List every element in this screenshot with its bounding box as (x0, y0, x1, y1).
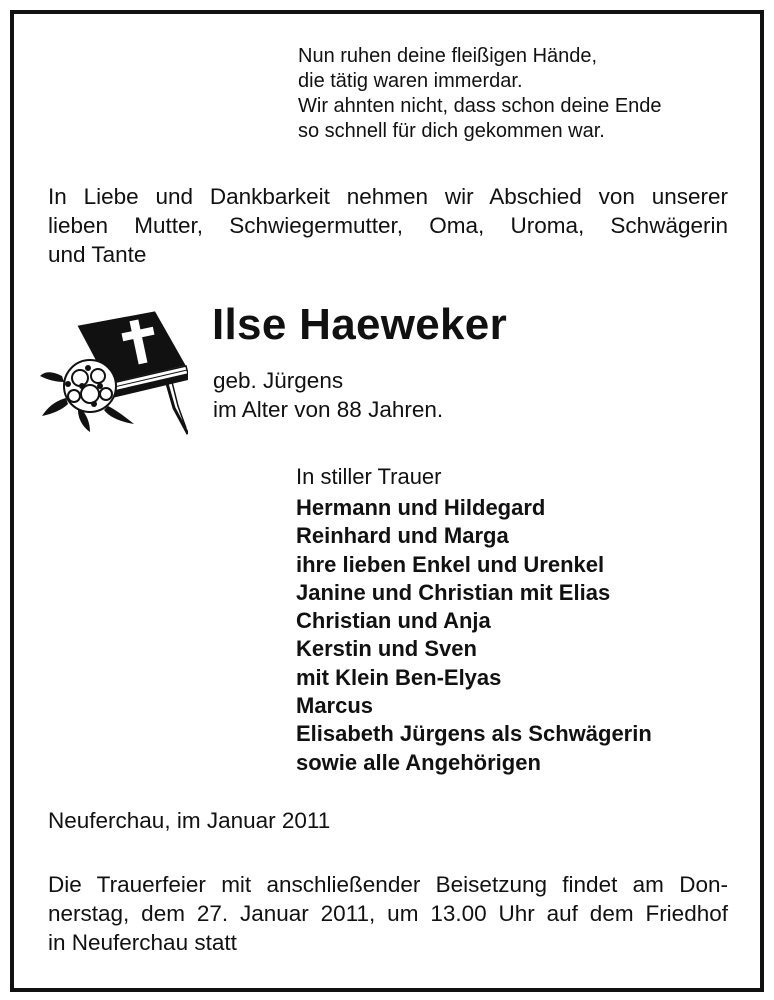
funeral-line: nerstag, dem 27. Januar 2011, um 13.00 Uhr auf dem Friedhof (48, 901, 728, 926)
funeral-info (48, 870, 728, 957)
age-text: im Alter von 88 Jahren. (213, 397, 444, 422)
mourners-intro: In stiller Trauer (296, 464, 442, 489)
poem-line: so schnell für dich gekommen war. (298, 120, 605, 142)
mourner-entry: Kerstin und Sven (296, 636, 477, 662)
place-and-date: Neuferchau, im Januar 2011 (48, 808, 331, 833)
mourner-entry: sowie alle Angehörigen (296, 749, 541, 775)
farewell-line: In Liebe und Dankbarkeit nehmen wir Abschied von unserer (48, 184, 728, 209)
farewell-text (48, 182, 728, 269)
poem-line: Wir ahnten nicht, dass schon deine Ende (298, 95, 662, 117)
mourner-entry: Reinhard und Marga (296, 523, 509, 549)
birth-name: geb. Jürgens (213, 368, 344, 393)
mourner-entry: Elisabeth Jürgens als Schwägerin (296, 721, 652, 747)
poem-line: Nun ruhen deine fleißigen Hände, (298, 45, 598, 67)
farewell-line: und Tante (48, 242, 147, 267)
mourners-list (296, 494, 652, 777)
funeral-line: in Neuferchau statt (48, 930, 237, 955)
mourner-entry: Janine und Christian mit Elias (296, 579, 611, 605)
obituary-notice (10, 10, 764, 992)
deceased-name: Ilse Haeweker (212, 300, 507, 349)
mourner-entry: Hermann und Hildegard (296, 495, 546, 520)
funeral-line: Die Trauerfeier mit anschließender Beisetzung findet am Don- (48, 872, 728, 897)
poem-line: die tätig waren immerdar. (298, 70, 523, 92)
mourner-entry: mit Klein Ben-Elyas (296, 664, 502, 690)
deceased-details (213, 366, 443, 424)
mourner-entry: Christian und Anja (296, 608, 491, 634)
bible-with-cross-and-flowers-icon (38, 306, 188, 436)
memorial-poem (298, 44, 662, 144)
mourner-entry: ihre lieben Enkel und Urenkel (296, 551, 605, 577)
farewell-line: lieben Mutter, Schwiegermutter, Oma, Uroma, Schwägerin (48, 213, 728, 238)
mourner-entry: Marcus (296, 693, 374, 719)
